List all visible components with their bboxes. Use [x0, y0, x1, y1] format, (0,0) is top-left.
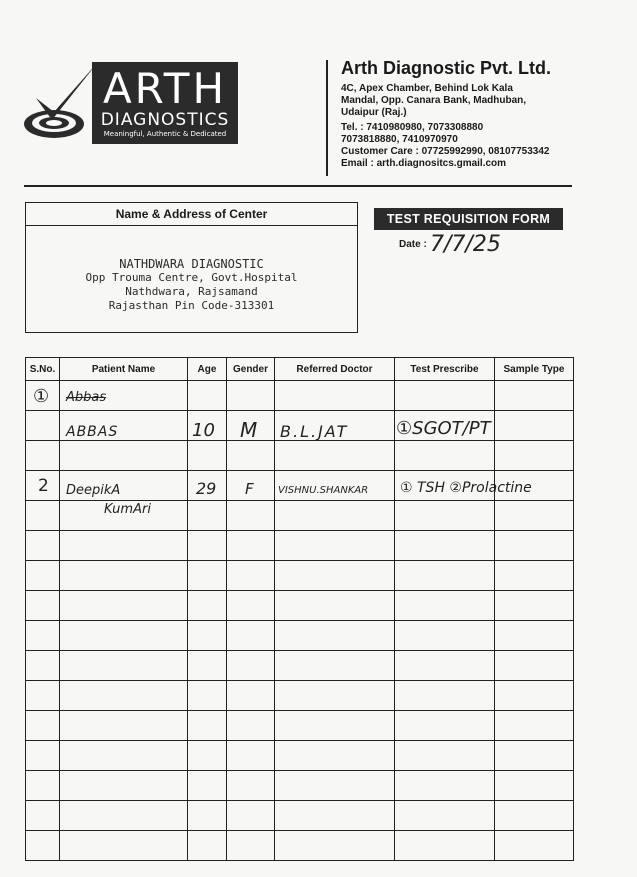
table-row — [26, 711, 574, 741]
table-cell — [60, 651, 188, 681]
table-cell — [60, 441, 188, 471]
table-cell — [188, 381, 227, 411]
table-cell — [227, 591, 275, 621]
table-cell — [188, 441, 227, 471]
table-cell — [227, 441, 275, 471]
table-cell — [395, 651, 495, 681]
table-row — [26, 831, 574, 861]
entry1-referred-doctor: B.L.JAT — [280, 422, 349, 441]
col-header: Age — [188, 358, 227, 381]
table-cell — [495, 531, 574, 561]
table-cell — [26, 501, 60, 531]
table-cell — [60, 771, 188, 801]
table-cell — [495, 501, 574, 531]
table-cell — [60, 591, 188, 621]
table-cell — [495, 381, 574, 411]
entry1-patient-name: ABBAS — [66, 424, 119, 440]
table-cell — [275, 531, 395, 561]
center-stamp-line: Rajasthan Pin Code-313301 — [108, 299, 275, 312]
table-header-row — [26, 358, 574, 381]
entry2-patient-name: DeepikA — [66, 483, 121, 498]
address-line: 4C, Apex Chamber, Behind Lok Kala — [341, 83, 513, 94]
table-cell — [26, 831, 60, 861]
table-cell — [227, 531, 275, 561]
entry2-referred-doctor: VISHNU.SHANKAR — [278, 485, 369, 496]
table-cell — [275, 681, 395, 711]
date-label: Date : — [399, 239, 427, 250]
table-cell — [227, 801, 275, 831]
table-cell — [26, 711, 60, 741]
table-cell — [26, 441, 60, 471]
table-cell — [395, 771, 495, 801]
table-cell — [188, 501, 227, 531]
table-cell — [395, 801, 495, 831]
table-cell — [227, 561, 275, 591]
table-cell — [275, 741, 395, 771]
table-cell — [495, 591, 574, 621]
table-row — [26, 591, 574, 621]
table-cell — [495, 801, 574, 831]
table-cell — [495, 441, 574, 471]
table-cell — [395, 531, 495, 561]
table-cell — [275, 651, 395, 681]
table-cell — [275, 561, 395, 591]
table-cell — [26, 621, 60, 651]
table-cell — [495, 411, 574, 441]
table-cell — [395, 831, 495, 861]
table-cell — [275, 621, 395, 651]
table-cell — [275, 711, 395, 741]
table-cell — [275, 591, 395, 621]
table-cell — [60, 561, 188, 591]
table-cell — [275, 771, 395, 801]
table-cell — [227, 651, 275, 681]
table-cell — [26, 741, 60, 771]
table-cell — [395, 621, 495, 651]
table-cell — [495, 621, 574, 651]
table-row — [26, 681, 574, 711]
table-cell — [495, 831, 574, 861]
brand-logo — [92, 62, 238, 144]
address-line: Mandal, Opp. Canara Bank, Madhuban, — [341, 95, 527, 106]
table-cell — [26, 561, 60, 591]
entry2-sno: 2 — [38, 476, 49, 496]
table-cell — [26, 591, 60, 621]
table-cell — [26, 651, 60, 681]
table-row — [26, 561, 574, 591]
email-line: Email : arth.diagnositcs.gmail.com — [341, 158, 507, 169]
col-header: Referred Doctor — [275, 358, 395, 381]
col-header: Gender — [227, 358, 275, 381]
table-cell — [227, 621, 275, 651]
entry1-gender: M — [240, 418, 258, 442]
center-box-title: Name & Address of Center — [26, 203, 357, 226]
entry2-age: 29 — [196, 479, 217, 498]
customer-care-line: Customer Care : 07725992990, 08107753342 — [341, 146, 550, 157]
col-header: Patient Name — [60, 358, 188, 381]
table-cell — [275, 501, 395, 531]
table-cell — [26, 411, 60, 441]
table-cell — [26, 531, 60, 561]
table-cell — [495, 711, 574, 741]
table-cell — [395, 441, 495, 471]
table-cell — [495, 771, 574, 801]
table-cell — [188, 561, 227, 591]
table-cell — [188, 771, 227, 801]
logo-subword: DIAGNOSTICS — [100, 110, 230, 130]
entry1-struck-name: Abbas — [66, 390, 107, 405]
table-cell — [395, 561, 495, 591]
table-row — [26, 441, 574, 471]
table-cell — [395, 741, 495, 771]
col-header: Test Prescribe — [395, 358, 495, 381]
center-stamp-line: Nathdwara, Rajsamand — [125, 285, 258, 298]
table-row — [26, 741, 574, 771]
col-header: Sample Type — [495, 358, 574, 381]
logo-word: ARTH — [102, 64, 228, 113]
entry2-gender: F — [245, 480, 254, 498]
table-cell — [188, 831, 227, 861]
table-cell — [395, 381, 495, 411]
header-divider — [326, 60, 328, 176]
form-title: TEST REQUISITION FORM — [374, 208, 563, 230]
table-row — [26, 801, 574, 831]
table-cell — [188, 591, 227, 621]
address-line: Udaipur (Raj.) — [341, 107, 407, 118]
table-cell — [60, 531, 188, 561]
table-cell — [227, 381, 275, 411]
table-cell — [395, 681, 495, 711]
table-row — [26, 771, 574, 801]
table-row — [26, 651, 574, 681]
table-cell — [275, 831, 395, 861]
center-address-box — [25, 202, 358, 333]
table-cell — [227, 501, 275, 531]
col-header: S.No. — [26, 358, 60, 381]
table-cell — [275, 381, 395, 411]
table-cell — [395, 501, 495, 531]
table-cell — [227, 831, 275, 861]
table-cell — [227, 681, 275, 711]
table-cell — [188, 621, 227, 651]
phone-line: 7073818880, 7410970970 — [341, 134, 458, 145]
table-cell — [188, 801, 227, 831]
phone-line: Tel. : 7410980980, 7073308880 — [341, 122, 484, 133]
table-cell — [227, 711, 275, 741]
date-value: 7/7/25 — [430, 232, 501, 257]
center-stamp-line: NATHDWARA DIAGNOSTIC — [119, 257, 264, 271]
table-row — [26, 621, 574, 651]
logo-tagline: Meaningful, Authentic & Dedicated — [103, 130, 227, 138]
table-cell — [227, 741, 275, 771]
table-cell — [495, 561, 574, 591]
table-cell — [395, 711, 495, 741]
target-check-logo-icon — [22, 60, 100, 142]
table-cell — [275, 801, 395, 831]
table-cell — [60, 801, 188, 831]
table-cell — [188, 681, 227, 711]
table-cell — [26, 771, 60, 801]
table-cell — [188, 531, 227, 561]
entry1-age: 10 — [192, 420, 215, 441]
table-cell — [60, 621, 188, 651]
entry1-test: ①SGOT/PT — [396, 418, 491, 439]
table-cell — [188, 651, 227, 681]
table-cell — [275, 441, 395, 471]
table-cell — [60, 711, 188, 741]
table-cell — [495, 681, 574, 711]
table-cell — [188, 741, 227, 771]
table-cell — [227, 771, 275, 801]
entry1-sno: ① — [33, 386, 50, 407]
center-stamp-line: Opp Trouma Centre, Govt.Hospital — [85, 271, 298, 284]
table-cell — [60, 681, 188, 711]
header-rule — [24, 185, 572, 187]
table-row — [26, 531, 574, 561]
table-cell — [495, 741, 574, 771]
table-cell — [188, 711, 227, 741]
table-cell — [60, 741, 188, 771]
table-row — [26, 381, 574, 411]
table-cell — [26, 681, 60, 711]
company-name: Arth Diagnostic Pvt. Ltd. — [341, 58, 552, 78]
table-cell — [495, 651, 574, 681]
table-cell — [26, 801, 60, 831]
entry2-patient-name-line2: KumAri — [104, 502, 151, 517]
entry2-test: ① TSH ②Prolactine — [400, 480, 532, 496]
table-cell — [60, 831, 188, 861]
table-cell — [395, 591, 495, 621]
